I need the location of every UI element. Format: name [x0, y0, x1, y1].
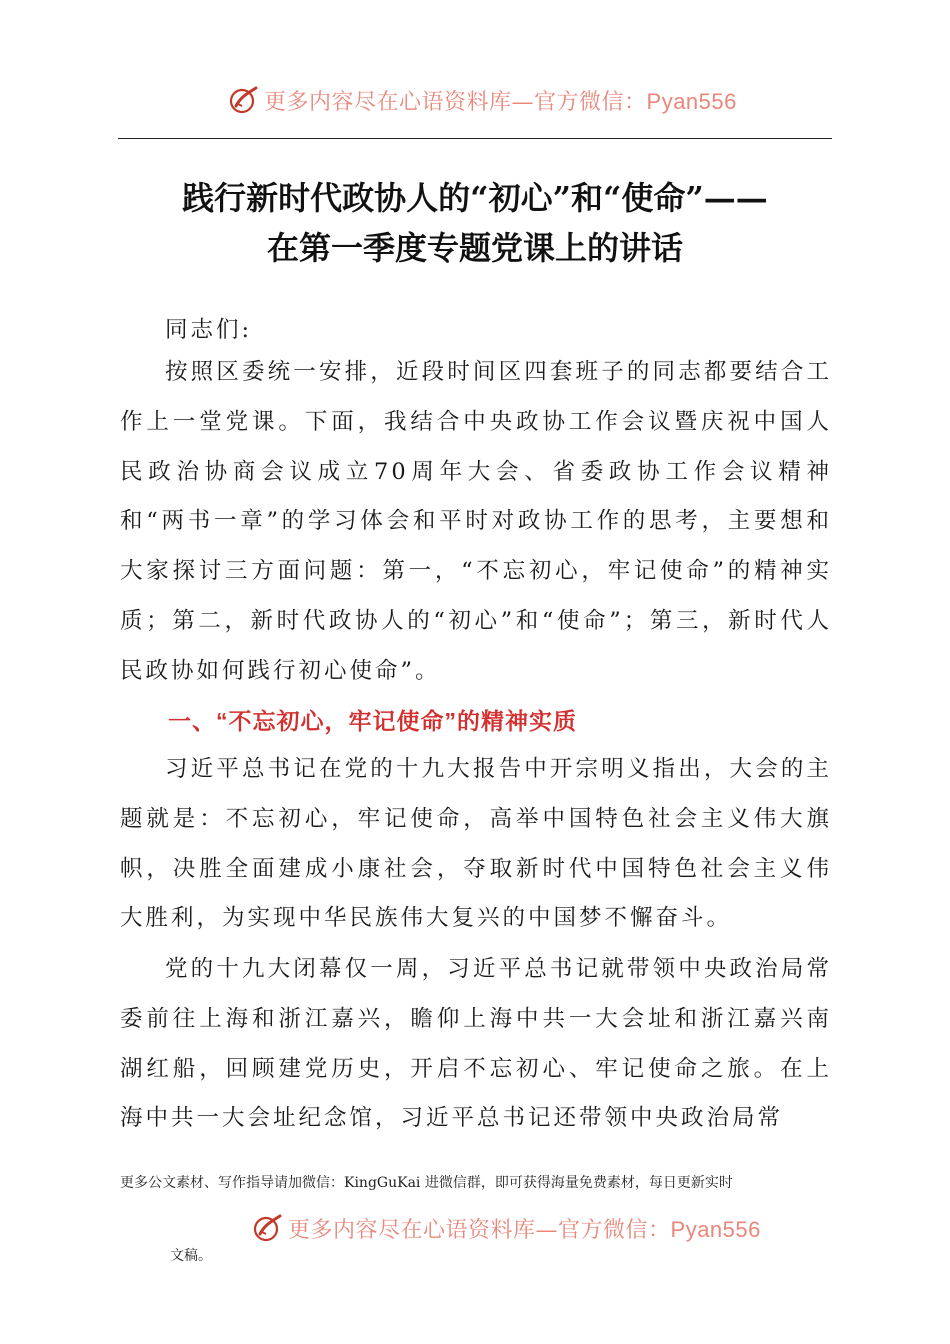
brush-logo-icon [252, 1212, 284, 1244]
footer-note-line-1: 更多公文素材、写作指导请加微信：KingGuKai 进微信群，即可获得海量免费素材，每日更新实时 [120, 1175, 733, 1191]
footer-note-line-2: 文稿。 [170, 1248, 212, 1264]
watermark-bottom [252, 1212, 761, 1244]
section-heading-1: 一、“不忘初心，牢记使命”的精神实质 [168, 708, 577, 734]
document-title-line-1: 践行新时代政协人的“初心”和“使命”—— [182, 179, 768, 217]
watermark-text: 更多内容尽在心语资料库—官方微信：Pyan556 [264, 88, 737, 115]
brush-logo-icon [228, 84, 260, 116]
document-title-line-2: 在第一季度专题党课上的讲话 [266, 229, 683, 267]
paragraph-2: 习近平总书记在党的十九大报告中开宗明义指出，大会的主题就是：不忘初心，牢记使命，高举中国特色社会主义伟大旗帜，决胜全面建成小康社会，夺取新时代中国特色社会主义伟大胜利，为实现中华民族伟大复兴的中国梦不懈奋斗。 [120, 756, 832, 932]
paragraph-3: 党的十九大闭幕仅一周，习近平总书记就带领中央政治局常委前往上海和浙江嘉兴，瞻仰上海中共一大会址和浙江嘉兴南湖红船，回顾建党历史，开启不忘初心、牢记使命之旅。在上海中共一大会址纪念馆，习近平总书记还带领中央政治局常 [120, 956, 832, 1132]
watermark-text: 更多内容尽在心语资料库—官方微信：Pyan556 [288, 1216, 761, 1243]
paragraph-intro: 按照区委统一安排，近段时间区四套班子的同志都要结合工作上一堂党课。下面，我结合中央政协工作会议暨庆祝中国人民政治协商会议成立70周年大会、省委政协工作会议精神和“两书一章”的学习体会和平时对政协工作的思考，主要想和大家探讨三方面问题：第一，“不忘初心，牢记使命”的精神实质；第二，新时代政协人的“初心”和“使命”；第三，新时代人民政协如何践行初心使命”。 [120, 359, 832, 684]
watermark-top [228, 84, 737, 116]
header-divider [118, 138, 832, 139]
salutation: 同志们: [165, 317, 253, 343]
